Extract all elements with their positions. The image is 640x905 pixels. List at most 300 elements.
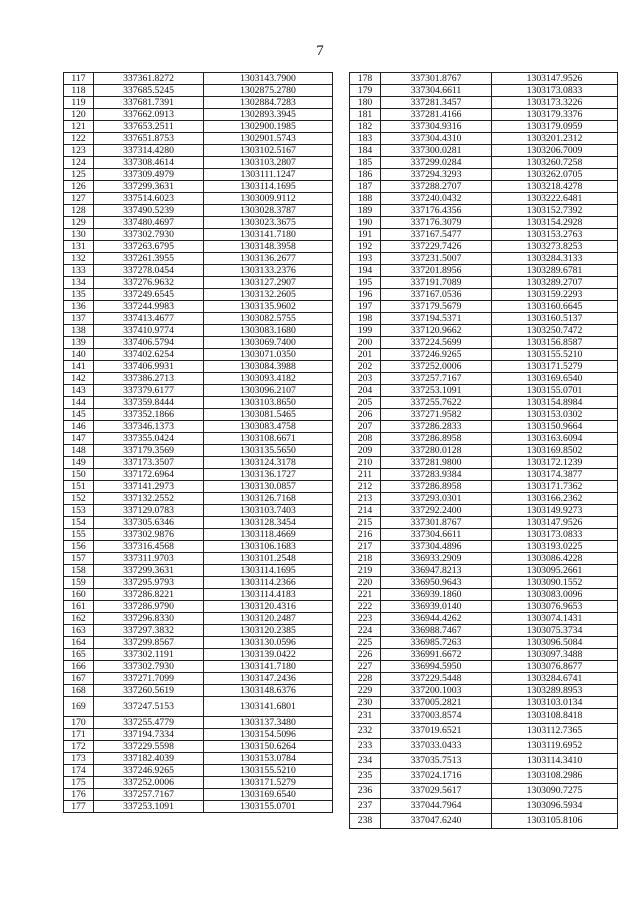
point-number: 171: [64, 729, 94, 741]
y-coordinate: 1303108.8418: [492, 709, 618, 724]
y-coordinate: 1303136.1727: [204, 469, 333, 481]
point-number: 163: [64, 625, 94, 637]
point-number: 149: [64, 457, 94, 469]
x-coordinate: 336939.1860: [381, 589, 492, 601]
x-coordinate: 337299.8567: [94, 637, 204, 649]
point-number: 160: [64, 589, 94, 601]
x-coordinate: 337316.4568: [94, 541, 204, 553]
y-coordinate: 1303081.5465: [204, 409, 333, 421]
point-number: 191: [350, 229, 381, 241]
y-coordinate: 1303124.3178: [204, 457, 333, 469]
y-coordinate: 1303284.6741: [492, 673, 618, 685]
x-coordinate: 337653.2511: [94, 121, 204, 133]
table-row: [64, 193, 333, 205]
point-number: 204: [350, 385, 381, 397]
y-coordinate: 1303206.7009: [492, 145, 618, 157]
x-coordinate: 337286.8958: [381, 481, 492, 493]
y-coordinate: 1303171.7362: [492, 481, 618, 493]
x-coordinate: 337406.5794: [94, 337, 204, 349]
x-coordinate: 336985.7263: [381, 637, 492, 649]
point-number: 142: [64, 373, 94, 385]
table-row: [64, 685, 333, 697]
table-row: [350, 649, 618, 661]
point-number: 211: [350, 469, 381, 481]
table-row: [64, 397, 333, 409]
point-number: 185: [350, 157, 381, 169]
point-number: 225: [350, 637, 381, 649]
table-row: [350, 121, 618, 133]
table-row: [350, 661, 618, 673]
table-row: [64, 205, 333, 217]
y-coordinate: 1303147.9526: [492, 73, 618, 85]
y-coordinate: 1303171.5279: [204, 777, 333, 789]
point-number: 226: [350, 649, 381, 661]
x-coordinate: 337286.8221: [94, 589, 204, 601]
table-row: [64, 541, 333, 553]
point-number: 168: [64, 685, 94, 697]
y-coordinate: 1303130.0857: [204, 481, 333, 493]
point-number: 165: [64, 649, 94, 661]
x-coordinate: 337229.7426: [381, 241, 492, 253]
x-coordinate: 337172.6964: [94, 469, 204, 481]
y-coordinate: 1303147.9526: [492, 517, 618, 529]
x-coordinate: 337302.7930: [94, 661, 204, 673]
point-number: 158: [64, 565, 94, 577]
y-coordinate: 1303114.2366: [204, 577, 333, 589]
y-coordinate: 1303193.0225: [492, 541, 618, 553]
point-number: 162: [64, 613, 94, 625]
point-number: 130: [64, 229, 94, 241]
y-coordinate: 1303159.2293: [492, 289, 618, 301]
y-coordinate: 1303169.6540: [204, 789, 333, 801]
point-number: 169: [64, 697, 94, 717]
y-coordinate: 1303289.6781: [492, 265, 618, 277]
y-coordinate: 1302900.1985: [204, 121, 333, 133]
point-number: 150: [64, 469, 94, 481]
point-number: 156: [64, 541, 94, 553]
y-coordinate: 1303096.2107: [204, 385, 333, 397]
x-coordinate: 337355.0424: [94, 433, 204, 445]
table-row: [350, 814, 618, 829]
x-coordinate: 337361.8272: [94, 73, 204, 85]
x-coordinate: 337402.6254: [94, 349, 204, 361]
y-coordinate: 1303093.4182: [204, 373, 333, 385]
y-coordinate: 1303086.4228: [492, 553, 618, 565]
y-coordinate: 1303148.6376: [204, 685, 333, 697]
y-coordinate: 1303154.2928: [492, 217, 618, 229]
point-number: 161: [64, 601, 94, 613]
point-number: 207: [350, 421, 381, 433]
table-row: [64, 613, 333, 625]
y-coordinate: 1303118.4669: [204, 529, 333, 541]
point-number: 205: [350, 397, 381, 409]
x-coordinate: 337296.8330: [94, 613, 204, 625]
point-number: 230: [350, 697, 381, 709]
table-row: [350, 637, 618, 649]
point-number: 190: [350, 217, 381, 229]
point-number: 119: [64, 97, 94, 109]
point-number: 203: [350, 373, 381, 385]
table-row: [350, 181, 618, 193]
table-row: [64, 625, 333, 637]
table-row: [64, 265, 333, 277]
x-coordinate: 337281.4166: [381, 109, 492, 121]
table-row: [350, 754, 618, 769]
y-coordinate: 1303160.6645: [492, 301, 618, 313]
point-number: 151: [64, 481, 94, 493]
point-number: 145: [64, 409, 94, 421]
point-number: 238: [350, 814, 381, 829]
y-coordinate: 1303120.2487: [204, 613, 333, 625]
x-coordinate: 337253.1091: [94, 801, 204, 813]
point-number: 206: [350, 409, 381, 421]
y-coordinate: 1303101.2548: [204, 553, 333, 565]
x-coordinate: 337281.3457: [381, 97, 492, 109]
table-row: [64, 529, 333, 541]
x-coordinate: 337276.9632: [94, 277, 204, 289]
table-row: [64, 661, 333, 673]
y-coordinate: 1303096.5084: [492, 637, 618, 649]
table-row: [64, 493, 333, 505]
y-coordinate: 1303147.2436: [204, 673, 333, 685]
point-number: 237: [350, 799, 381, 814]
x-coordinate: 337286.9790: [94, 601, 204, 613]
x-coordinate: 336950.9643: [381, 577, 492, 589]
y-coordinate: 1303076.8677: [492, 661, 618, 673]
table-row: [350, 109, 618, 121]
table-row: [350, 784, 618, 799]
y-coordinate: 1303130.0596: [204, 637, 333, 649]
x-coordinate: 337280.0128: [381, 445, 492, 457]
table-row: [64, 517, 333, 529]
point-number: 229: [350, 685, 381, 697]
point-number: 213: [350, 493, 381, 505]
point-number: 180: [350, 97, 381, 109]
table-row: [64, 97, 333, 109]
x-coordinate: 337132.2552: [94, 493, 204, 505]
x-coordinate: 337302.1191: [94, 649, 204, 661]
y-coordinate: 1303160.5137: [492, 313, 618, 325]
point-number: 177: [64, 801, 94, 813]
y-coordinate: 1303153.0784: [204, 753, 333, 765]
y-coordinate: 1303155.5210: [204, 765, 333, 777]
x-coordinate: 337299.3631: [94, 181, 204, 193]
page-number: 7: [316, 43, 324, 59]
point-number: 193: [350, 253, 381, 265]
x-coordinate: 336994.5950: [381, 661, 492, 673]
point-number: 120: [64, 109, 94, 121]
table-row: [350, 193, 618, 205]
y-coordinate: 1303150.6264: [204, 741, 333, 753]
y-coordinate: 1303179.0959: [492, 121, 618, 133]
x-coordinate: 337260.5619: [94, 685, 204, 697]
x-coordinate: 337044.7964: [381, 799, 492, 814]
point-number: 179: [350, 85, 381, 97]
y-coordinate: 1303141.7180: [204, 661, 333, 673]
table-row: [350, 349, 618, 361]
x-coordinate: 337003.8574: [381, 709, 492, 724]
table-row: [350, 739, 618, 754]
table-row: [64, 481, 333, 493]
table-row: [64, 301, 333, 313]
y-coordinate: 1303143.7900: [204, 73, 333, 85]
table-row: [64, 765, 333, 777]
table-row: [350, 481, 618, 493]
x-coordinate: 337346.1373: [94, 421, 204, 433]
table-row: [350, 457, 618, 469]
y-coordinate: 1303108.2986: [492, 769, 618, 784]
x-coordinate: 337305.6346: [94, 517, 204, 529]
y-coordinate: 1303273.8253: [492, 241, 618, 253]
table-row: [350, 421, 618, 433]
y-coordinate: 1303139.0422: [204, 649, 333, 661]
point-number: 189: [350, 205, 381, 217]
point-number: 143: [64, 385, 94, 397]
point-number: 132: [64, 253, 94, 265]
table-row: [64, 637, 333, 649]
x-coordinate: 337120.9662: [381, 325, 492, 337]
x-coordinate: 337278.0454: [94, 265, 204, 277]
point-number: 234: [350, 754, 381, 769]
point-number: 121: [64, 121, 94, 133]
y-coordinate: 1303112.7365: [492, 724, 618, 739]
y-coordinate: 1303023.3675: [204, 217, 333, 229]
y-coordinate: 1303082.5755: [204, 313, 333, 325]
table-row: [350, 469, 618, 481]
point-number: 170: [64, 717, 94, 729]
y-coordinate: 1303114.4183: [204, 589, 333, 601]
y-coordinate: 1303135.5650: [204, 445, 333, 457]
table-row: [350, 229, 618, 241]
x-coordinate: 337200.1003: [381, 685, 492, 697]
point-number: 164: [64, 637, 94, 649]
x-coordinate: 337247.5153: [94, 697, 204, 717]
y-coordinate: 1302884.7283: [204, 97, 333, 109]
table-row: [64, 673, 333, 685]
table-row: [350, 799, 618, 814]
table-row: [350, 433, 618, 445]
point-number: 133: [64, 265, 94, 277]
point-number: 178: [350, 73, 381, 85]
x-coordinate: 337141.2973: [94, 481, 204, 493]
table-row: [350, 85, 618, 97]
x-coordinate: 337304.4310: [381, 133, 492, 145]
x-coordinate: 337033.0433: [381, 739, 492, 754]
point-number: 131: [64, 241, 94, 253]
x-coordinate: 337288.2707: [381, 181, 492, 193]
y-coordinate: 1303090.1552: [492, 577, 618, 589]
y-coordinate: 1303084.3988: [204, 361, 333, 373]
y-coordinate: 1303136.2677: [204, 253, 333, 265]
point-number: 233: [350, 739, 381, 754]
table-row: [64, 289, 333, 301]
table-row: [350, 289, 618, 301]
x-coordinate: 337308.4614: [94, 157, 204, 169]
x-coordinate: 337255.7622: [381, 397, 492, 409]
point-number: 153: [64, 505, 94, 517]
point-number: 126: [64, 181, 94, 193]
x-coordinate: 337386.2713: [94, 373, 204, 385]
x-coordinate: 337294.3293: [381, 169, 492, 181]
point-number: 124: [64, 157, 94, 169]
x-coordinate: 337281.9800: [381, 457, 492, 469]
y-coordinate: 1303201.2312: [492, 133, 618, 145]
y-coordinate: 1303069.7400: [204, 337, 333, 349]
x-coordinate: 337176.3079: [381, 217, 492, 229]
y-coordinate: 1303171.5279: [492, 361, 618, 373]
y-coordinate: 1303152.7392: [492, 205, 618, 217]
y-coordinate: 1303135.9602: [204, 301, 333, 313]
y-coordinate: 1303111.1247: [204, 169, 333, 181]
y-coordinate: 1303155.0701: [204, 801, 333, 813]
table-row: [350, 397, 618, 409]
x-coordinate: 336933.2909: [381, 553, 492, 565]
x-coordinate: 337297.3832: [94, 625, 204, 637]
point-number: 127: [64, 193, 94, 205]
y-coordinate: 1303173.0833: [492, 85, 618, 97]
table-row: [64, 577, 333, 589]
table-row: [64, 729, 333, 741]
y-coordinate: 1302893.3945: [204, 109, 333, 121]
table-row: [350, 493, 618, 505]
x-coordinate: 337261.3955: [94, 253, 204, 265]
point-number: 220: [350, 577, 381, 589]
y-coordinate: 1303103.2807: [204, 157, 333, 169]
y-coordinate: 1303075.3734: [492, 625, 618, 637]
point-number: 138: [64, 325, 94, 337]
point-number: 148: [64, 445, 94, 457]
point-number: 146: [64, 421, 94, 433]
table-row: [350, 601, 618, 613]
x-coordinate: 337413.4677: [94, 313, 204, 325]
y-coordinate: 1303153.2763: [492, 229, 618, 241]
point-number: 172: [64, 741, 94, 753]
table-row: [64, 217, 333, 229]
y-coordinate: 1303095.2661: [492, 565, 618, 577]
y-coordinate: 1303074.1431: [492, 613, 618, 625]
point-number: 202: [350, 361, 381, 373]
table-row: [64, 169, 333, 181]
table-row: [64, 253, 333, 265]
y-coordinate: 1303132.2605: [204, 289, 333, 301]
x-coordinate: 337229.5448: [381, 673, 492, 685]
point-number: 184: [350, 145, 381, 157]
x-coordinate: 337246.9265: [381, 349, 492, 361]
point-number: 159: [64, 577, 94, 589]
x-coordinate: 337167.0536: [381, 289, 492, 301]
x-coordinate: 337252.0006: [94, 777, 204, 789]
table-row: [350, 529, 618, 541]
table-row: [350, 505, 618, 517]
y-coordinate: 1303114.3410: [492, 754, 618, 769]
x-coordinate: 337295.9793: [94, 577, 204, 589]
y-coordinate: 1303222.6481: [492, 193, 618, 205]
table-row: [350, 589, 618, 601]
x-coordinate: 337302.9876: [94, 529, 204, 541]
y-coordinate: 1303128.3454: [204, 517, 333, 529]
y-coordinate: 1303076.9653: [492, 601, 618, 613]
y-coordinate: 1303154.8984: [492, 397, 618, 409]
x-coordinate: 337283.9384: [381, 469, 492, 481]
y-coordinate: 1302875.2780: [204, 85, 333, 97]
point-number: 187: [350, 181, 381, 193]
x-coordinate: 337024.1716: [381, 769, 492, 784]
y-coordinate: 1303127.2907: [204, 277, 333, 289]
point-number: 236: [350, 784, 381, 799]
table-row: [64, 777, 333, 789]
y-coordinate: 1303169.8502: [492, 445, 618, 457]
x-coordinate: 337029.5617: [381, 784, 492, 799]
y-coordinate: 1303120.2385: [204, 625, 333, 637]
table-row: [64, 85, 333, 97]
table-row: [350, 409, 618, 421]
point-number: 227: [350, 661, 381, 673]
x-coordinate: 337286.8958: [381, 433, 492, 445]
point-number: 140: [64, 349, 94, 361]
x-coordinate: 337224.5699: [381, 337, 492, 349]
table-row: [64, 337, 333, 349]
x-coordinate: 337681.7391: [94, 97, 204, 109]
y-coordinate: 1303289.2707: [492, 277, 618, 289]
x-coordinate: 337194.7334: [94, 729, 204, 741]
point-number: 222: [350, 601, 381, 613]
x-coordinate: 337263.6795: [94, 241, 204, 253]
y-coordinate: 1303154.5096: [204, 729, 333, 741]
y-coordinate: 1303137.3480: [204, 717, 333, 729]
table-row: [64, 181, 333, 193]
y-coordinate: 1303120.4316: [204, 601, 333, 613]
point-number: 231: [350, 709, 381, 724]
table-row: [350, 577, 618, 589]
point-number: 197: [350, 301, 381, 313]
point-number: 182: [350, 121, 381, 133]
x-coordinate: 337304.6611: [381, 529, 492, 541]
x-coordinate: 337129.0783: [94, 505, 204, 517]
table-row: [350, 325, 618, 337]
point-number: 174: [64, 765, 94, 777]
y-coordinate: 1303097.3488: [492, 649, 618, 661]
table-row: [350, 685, 618, 697]
y-coordinate: 1303155.0701: [492, 385, 618, 397]
x-coordinate: 337182.4039: [94, 753, 204, 765]
point-number: 152: [64, 493, 94, 505]
x-coordinate: 337651.8753: [94, 133, 204, 145]
x-coordinate: 337191.7089: [381, 277, 492, 289]
point-number: 209: [350, 445, 381, 457]
y-coordinate: 1303174.3877: [492, 469, 618, 481]
y-coordinate: 1302901.5743: [204, 133, 333, 145]
table-row: [64, 409, 333, 421]
table-row: [350, 517, 618, 529]
x-coordinate: 337179.5679: [381, 301, 492, 313]
x-coordinate: 337173.3507: [94, 457, 204, 469]
x-coordinate: 337201.8956: [381, 265, 492, 277]
point-number: 144: [64, 397, 94, 409]
y-coordinate: 1303173.3226: [492, 97, 618, 109]
point-number: 232: [350, 724, 381, 739]
table-row: [64, 505, 333, 517]
x-coordinate: 337257.7167: [381, 373, 492, 385]
point-number: 117: [64, 73, 94, 85]
table-row: [64, 229, 333, 241]
table-row: [64, 325, 333, 337]
point-number: 186: [350, 169, 381, 181]
x-coordinate: 337194.5371: [381, 313, 492, 325]
point-number: 147: [64, 433, 94, 445]
point-number: 135: [64, 289, 94, 301]
y-coordinate: 1303090.7275: [492, 784, 618, 799]
point-number: 137: [64, 313, 94, 325]
